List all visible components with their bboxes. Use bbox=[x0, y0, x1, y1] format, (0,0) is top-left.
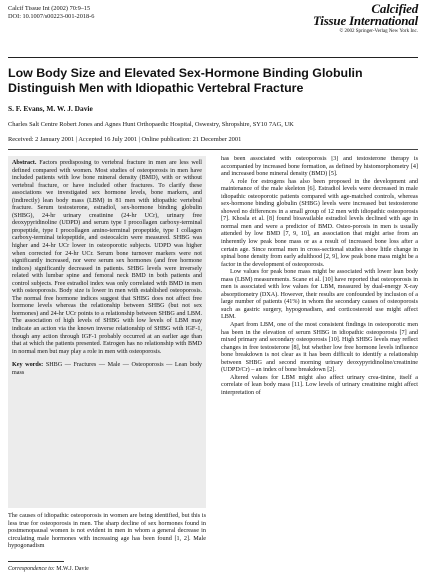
body-paragraph: Low values for peak bone mass might be associated with lower lean body mass (LBM) measurements. Scane et al. [10] have reported that osteoporosis in men is associated with low values for LBM, measured by dual-energy X-ray absorptiometry (DXA). However, their results are confounded by inclusion of a large number of patients (41%) in whom the secondary causes of osteoporosis such as gastric surgery, hypogonadism, and corticosteroid use might affect LBM. bbox=[221, 269, 418, 321]
header-rule bbox=[8, 57, 418, 58]
title-rule bbox=[8, 149, 418, 150]
abstract-label: Abstract. bbox=[12, 160, 37, 166]
keywords-text: SHBG — Fractures — Male — Osteoporosis — Lean body mass bbox=[12, 362, 202, 376]
body-paragraph: A role for estrogens has also been proposed in the development and maintenance of the male skeleton [6]. Estradiol levels were decreased in male idiopathic osteoporotic patients compared with age-matched controls, whereas sex-hormone binding globulin (SHBG) levels were increased but testosterone showed no differences in a small group of 12 men with idiopathic osteoporosis [7]. Khosla et al. [8] found bioavailable estradiol levels declined with age in normal men and were a predictor of BMD. Osteo-porosis in men is usually attended by low BMD [7, 9, 10], an association that might arise from an inherently low peak bone mass or as a result of increased bone loss after a certain age. Since normal men in cross-sectional studies show little change in spinal bone density from early adulthood [2, 9], low peak bone mass might be a factor in the development of osteoporosis. bbox=[221, 178, 418, 268]
keywords-label: Key words: bbox=[12, 362, 44, 369]
correspondence-name: M.W.J. Davie bbox=[56, 566, 89, 572]
right-column bbox=[221, 156, 418, 580]
footnote-rule bbox=[8, 561, 64, 562]
abstract-text: Factors predisposing to vertebral fracture in men are less well defined compared with women. Most studies of osteoporosis in men have included patients with low bone mineral density (BMD), with or without vertebral fracture, or have included other fractures. To clarify these associations we investigated sex hormone levels, bone markers, and (indirectly) lean body mass (LBM) in 81 men with idiopathic vertebral fracture. Serum testosterone, estradiol, sex-hormone binding globulin (SHBG), 24-hr urinary creatinine (24-hr UCr), urinary free deoxypyridinoline (UDPD) and serum type I procollagen carboxy-terminal propeptide, type I procollagen amino-terminal propeptide, type I collagen carboxy-terminal telopeptide, and osteocalcin were measured. SHBG was higher and 24-hr UCr lower in osteoporotic subjects. UDPD was higher when corrected for 24-hr UCr. Serum bone turnover markers were not significantly increased, nor were serum sex hormones (and free hormone indices) significantly decreased in patients. SHBG levels were inversely related with lumbar spine and femoral neck BMD in both patients and control subjects. Free estradiol index was only correlated with BMD in men with osteoporosis. Body size is lower in men with established osteoporosis. The normal free hormone indices suggest that SHBG does not affect free hormone levels whereas the relationship between SHBG (but not sex hormones) and 24-hr UCr points to a relationship between SHBG and LBM. The association of high levels of SHBG with low levels of LBM may indicate an action via the known inverse relationship of SHBG with IGF-1, though any action through IGF-1 probably occurred at an earlier age than that at which the patients presented. Estrogen has no relationship with BMD in normal men but may play a role in men with osteoporosis. bbox=[12, 160, 202, 355]
abstract-box bbox=[8, 156, 206, 508]
correspondence-label: Correspondence to: bbox=[8, 566, 55, 572]
publisher-copyright: © 2002 Springer-Verlag New York Inc. bbox=[339, 29, 418, 34]
author-affiliation: Charles Salt Centre Robert Jones and Agnes Hunt Orthopaedic Hospital, Oswestry, Shropshire, SY10 7AG, UK bbox=[8, 121, 294, 128]
journal-logo bbox=[306, 3, 418, 34]
doi: DOI: 10.1007/s00223-001-2018-6 bbox=[8, 13, 95, 20]
keywords bbox=[12, 362, 202, 377]
article-title: Low Body Size and Elevated Sex-Hormone Binding Globulin Distinguish Men with Idiopathic Vertebral Fracture bbox=[8, 66, 363, 95]
body-paragraph: Altered values for LBM might also affect urinary crea-tinine, itself a correlate of lean body mass [11]. Low levels of urinary creatinine might affect interpretation of bbox=[221, 374, 418, 396]
body-paragraph: has been associated with osteoporosis [3] and testosterone therapy is accompanied by increased bone formation, as defined by histomorphometry [4] and increased bone mineral density (BMD) [5]. bbox=[221, 156, 418, 178]
article-authors: S. F. Evans, M. W. J. Davie bbox=[8, 104, 93, 113]
logo-line-2: Tissue International bbox=[313, 13, 418, 28]
publication-dates: Received: 2 January 2001 | Accepted 16 July 2001 | Online publication: 21 December 2001 bbox=[8, 136, 242, 143]
introduction-paragraph: The causes of idiopathic osteoporosis in women are being identified, but this is less true for osteoporosis in men. The sharp decline of sex hormones found in postmenopausal women is not evident in men in whom a general decrease in circulating male hormones with increasing age has been found [1, 2]. Male hypogonadism bbox=[8, 512, 206, 550]
journal-reference: Calcif Tissue Int (2002) 70:9–15 bbox=[8, 5, 91, 12]
body-paragraph: Apart from LBM, one of the most consistent findings in osteoporotic men has been in the elevation of serum SHBG in idiopathic osteoporosis [7] and mixed primary and secondary osteoporosis [10]. High SHBG levels may reflect changes in free testosterone [8], but whether low free hormone levels influence bone breakdown is not clear as it has been difficult to identify a relationship between SHBG and second morning urinary deoxypyridinoline/creatinine (UDPD/Cr) – an index of bone breakdown [2]. bbox=[221, 322, 418, 374]
correspondence-note bbox=[8, 566, 89, 572]
logo-line-1: Calcified bbox=[371, 1, 418, 16]
journal-header bbox=[8, 5, 94, 21]
